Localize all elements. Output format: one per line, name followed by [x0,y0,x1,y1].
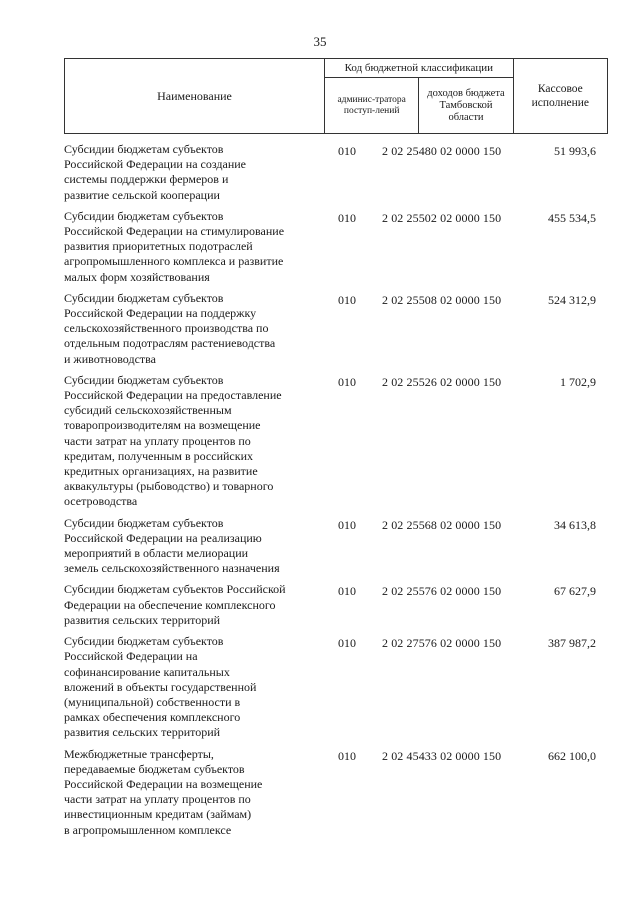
row-income-code: 2 02 25502 02 0000 150 [382,210,502,225]
table-row [64,747,608,838]
row-name: Субсидии бюджетам субъектов Российской Федерации на обеспечение комплексного развития сельских территорий [64,582,286,627]
row-admin-code: 010 [338,292,356,307]
row-amount: 34 613,8 [554,517,596,532]
row-name: Субсидии бюджетам субъектов Российской Федерации на реализацию мероприятий в области мелиорации земель сельскохозяйственного назначения [64,515,280,576]
row-name: Субсидии бюджетам субъектов Российской Федерации на создание системы поддержки фермеров и развитие сельской кооперации [64,142,247,202]
row-amount: 1 702,9 [560,374,596,389]
row-admin-code: 010 [338,517,356,532]
row-amount: 662 100,0 [548,748,596,763]
row-admin-code: 010 [338,374,356,389]
row-admin-code: 010 [338,210,356,225]
row-amount: 455 534,5 [548,210,596,225]
row-admin-code: 010 [338,144,356,158]
row-admin-code: 010 [338,748,356,763]
table-body [64,140,608,838]
row-name: Субсидии бюджетам субъектов Российской Федерации на софинансирование капитальных вложений в объекты государственной (муниципальной) собственности в рамках обеспечения комплексного развития сельских территорий [64,634,257,740]
row-amount: 51 993,6 [554,144,596,158]
row-income-code: 2 02 27576 02 0000 150 [382,636,502,651]
table-row [64,373,608,510]
table-row [64,582,608,628]
table-row [64,291,608,367]
header-name: Наименование [65,59,325,134]
row-amount: 387 987,2 [548,636,596,651]
row-income-code: 2 02 25508 02 0000 150 [382,292,502,307]
table-row [64,209,608,285]
row-income-code: 2 02 25526 02 0000 150 [382,374,502,389]
row-name: Межбюджетные трансферты, передаваемые бюджетам субъектов Российской Федерации на возмещение части затрат на уплату процентов по инвестиционным кредитам (займам) в агропромышленном комплексе [64,746,263,837]
table-row [64,516,608,577]
header-admin: админис-тратора поступ-лений [325,78,419,134]
row-admin-code: 010 [338,584,356,599]
row-admin-code: 010 [338,636,356,651]
header-code-group: Код бюджетной классификации [325,59,514,78]
row-name: Субсидии бюджетам субъектов Российской Федерации на стимулирование развития приоритетных подотраслей агропромышленного комплекса и развитие малых форм хозяйствования [64,208,285,284]
row-amount: 67 627,9 [554,584,596,599]
row-income-code: 2 02 25568 02 0000 150 [382,517,502,532]
table-header [64,58,608,134]
page-number: 35 [313,34,327,49]
row-income-code: 2 02 25576 02 0000 150 [382,584,502,599]
header-income: доходов бюджета Тамбовской области [419,78,513,134]
row-name: Субсидии бюджетам субъектов Российской Федерации на поддержку сельскохозяйственного производства по отдельным подотраслям растениеводства и животноводства [64,290,276,366]
row-income-code: 2 02 45433 02 0000 150 [382,748,502,763]
header-execution: Кассовое исполнение [513,59,607,134]
table-row [64,142,608,203]
row-income-code: 2 02 25480 02 0000 150 [382,144,502,158]
row-amount: 524 312,9 [548,292,596,307]
row-name: Субсидии бюджетам субъектов Российской Федерации на предоставление субсидий сельскохозяйственным товаропроизводителям на возмещение части затрат на уплату процентов по кредитам, полученным в российских кредитных организациях, на развитие аквакультуры (рыбоводство) и товарного осетроводства [64,372,282,509]
table-row [64,634,608,740]
